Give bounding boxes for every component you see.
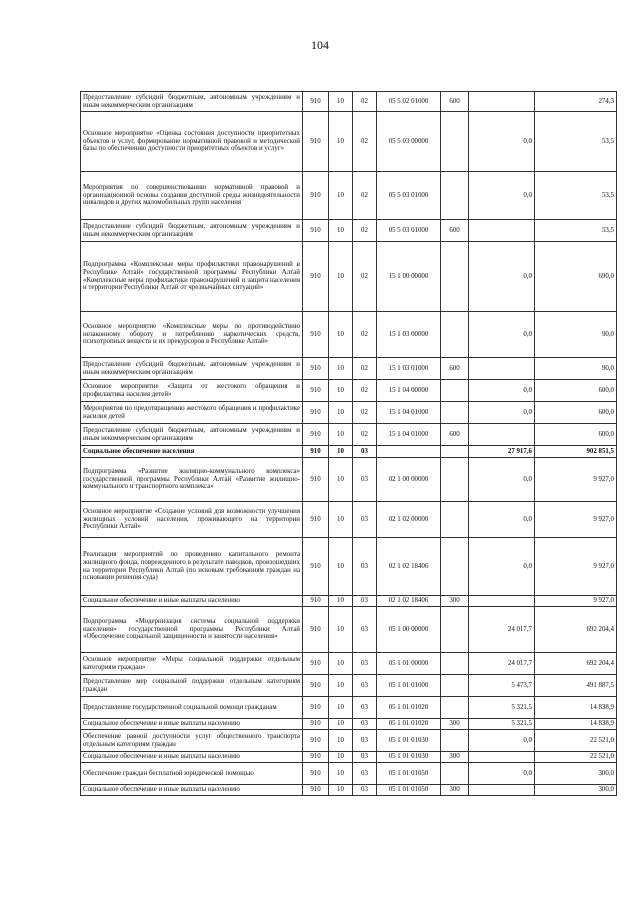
item-name: Предоставление субсидий бюджетным, автономным учреждениям и иным некоммерческим организациям — [81, 220, 303, 242]
admin-code: 910 — [303, 312, 329, 358]
subsection-code: 03 — [353, 458, 377, 502]
target-article-code: 15 1 00 00000 — [377, 242, 441, 312]
amount-1 — [469, 596, 535, 607]
amount-2: 491 887,5 — [535, 675, 617, 697]
section-code: 10 — [329, 358, 353, 380]
amount-2: 9 927,0 — [535, 596, 617, 607]
amount-1: 0,0 — [469, 730, 535, 752]
expense-type-code — [441, 402, 469, 424]
table-row — [81, 458, 617, 502]
amount-2: 300,0 — [535, 763, 617, 785]
table-row — [81, 220, 617, 242]
subsection-code: 02 — [353, 380, 377, 402]
target-article-code: 05 1 00 00000 — [377, 607, 441, 653]
target-article-code: 05 1 01 01050 — [377, 763, 441, 785]
item-name: Основное мероприятие «Защита от жестокого обращения и профилактика насилия детей» — [81, 380, 303, 402]
amount-2: 90,0 — [535, 312, 617, 358]
amount-1: 5 321,5 — [469, 719, 535, 730]
admin-code: 910 — [303, 502, 329, 538]
amount-1: 0,0 — [469, 458, 535, 502]
expense-type-code — [441, 446, 469, 458]
section-code: 10 — [329, 446, 353, 458]
expense-type-code: 600 — [441, 220, 469, 242]
item-name: Социальное обеспечение и иные выплаты населению — [81, 719, 303, 730]
amount-1: 0,0 — [469, 502, 535, 538]
section-code: 10 — [329, 752, 353, 763]
item-name: Социальное обеспечение населения — [81, 446, 303, 458]
amount-2: 600,0 — [535, 402, 617, 424]
item-name: Реализация мероприятий по проведению капитального ремонта жилищного фонда, поврежденного в результате паводков, произошедших на территории Республики Алтай (по исковым требованиям граждан на основании решения суда) — [81, 538, 303, 596]
amount-1 — [469, 92, 535, 112]
expense-type-code — [441, 172, 469, 220]
admin-code: 910 — [303, 402, 329, 424]
subsection-code: 02 — [353, 424, 377, 446]
item-name: Предоставление государственной социальной помощи гражданам — [81, 697, 303, 719]
subsection-code: 03 — [353, 653, 377, 675]
admin-code: 910 — [303, 752, 329, 763]
table-row — [81, 358, 617, 380]
amount-2: 902 851,5 — [535, 446, 617, 458]
amount-2: 300,0 — [535, 785, 617, 796]
section-code: 10 — [329, 675, 353, 697]
item-name: Основное мероприятие «Оценка состояния доступности приоритетных объектов и услуг, формирование нормативной правовой и методической базы по обеспечению доступности приоритетных объектов и услуг» — [81, 112, 303, 172]
expense-type-code: 600 — [441, 424, 469, 446]
subsection-code: 02 — [353, 312, 377, 358]
table-row — [81, 697, 617, 719]
subsection-code: 02 — [353, 92, 377, 112]
amount-1: 0,0 — [469, 172, 535, 220]
subsection-code: 03 — [353, 538, 377, 596]
target-article-code — [377, 446, 441, 458]
admin-code: 910 — [303, 719, 329, 730]
item-name: Мероприятия по совершенствованию нормативной правовой и организационной основы создания доступной среды жизнедеятельности инвалидов и других маломобильных групп населения — [81, 172, 303, 220]
table-row — [81, 380, 617, 402]
expense-type-code — [441, 112, 469, 172]
subsection-code: 03 — [353, 675, 377, 697]
item-name: Социальное обеспечение и иные выплаты населению — [81, 785, 303, 796]
target-article-code: 05 5 03 00000 — [377, 112, 441, 172]
amount-2: 53,5 — [535, 112, 617, 172]
target-article-code: 05 1 01 01050 — [377, 785, 441, 796]
target-article-code: 15 1 04 01000 — [377, 402, 441, 424]
section-code: 10 — [329, 538, 353, 596]
expense-type-code — [441, 312, 469, 358]
amount-1: 5 473,7 — [469, 675, 535, 697]
amount-2: 692 204,4 — [535, 653, 617, 675]
expense-type-code — [441, 675, 469, 697]
section-code: 10 — [329, 380, 353, 402]
item-name: Предоставление мер социальной поддержки отдельным категориям граждан — [81, 675, 303, 697]
section-code: 10 — [329, 242, 353, 312]
subsection-code: 03 — [353, 763, 377, 785]
admin-code: 910 — [303, 92, 329, 112]
table-row — [81, 785, 617, 796]
subsection-code: 02 — [353, 220, 377, 242]
amount-2: 22 521,0 — [535, 752, 617, 763]
target-article-code: 15 1 04 01000 — [377, 424, 441, 446]
item-name: Обеспечение равной доступности услуг общественного транспорта отдельным категориям граждан — [81, 730, 303, 752]
section-code: 10 — [329, 502, 353, 538]
item-name: Предоставление субсидий бюджетным, автономным учреждениям и иным некоммерческим организациям — [81, 358, 303, 380]
section-code: 10 — [329, 458, 353, 502]
subsection-code: 03 — [353, 607, 377, 653]
amount-1 — [469, 752, 535, 763]
amount-1: 5 321,5 — [469, 697, 535, 719]
amount-1: 24 017,7 — [469, 653, 535, 675]
admin-code: 910 — [303, 763, 329, 785]
table-row — [81, 763, 617, 785]
subsection-code: 03 — [353, 719, 377, 730]
table-row — [81, 424, 617, 446]
subsection-code: 03 — [353, 730, 377, 752]
target-article-code: 02 1 02 18406 — [377, 596, 441, 607]
table-row — [81, 752, 617, 763]
amount-1: 0,0 — [469, 380, 535, 402]
amount-1: 0,0 — [469, 112, 535, 172]
subsection-code: 03 — [353, 446, 377, 458]
expense-type-code: 600 — [441, 358, 469, 380]
table-row — [81, 675, 617, 697]
subsection-code: 02 — [353, 242, 377, 312]
target-article-code: 05 1 01 01020 — [377, 697, 441, 719]
item-name: Подпрограмма «Комплексные меры профилактики правонарушений в Республике Алтай» государственной программы Республики Алтай «Комплексные меры профилактики правонарушений и защита населения и территории Республики Алтай от чрезвычайных ситуаций» — [81, 242, 303, 312]
section-code: 10 — [329, 596, 353, 607]
amount-2: 90,0 — [535, 358, 617, 380]
target-article-code: 05 1 01 01030 — [377, 752, 441, 763]
subsection-code: 02 — [353, 172, 377, 220]
target-article-code: 05 1 01 00000 — [377, 653, 441, 675]
amount-1 — [469, 424, 535, 446]
admin-code: 910 — [303, 653, 329, 675]
table-row — [81, 92, 617, 112]
section-code: 10 — [329, 653, 353, 675]
budget-table — [80, 91, 617, 796]
admin-code: 910 — [303, 596, 329, 607]
subsection-code: 03 — [353, 697, 377, 719]
expense-type-code — [441, 653, 469, 675]
expense-type-code — [441, 763, 469, 785]
target-article-code: 02 1 00 00000 — [377, 458, 441, 502]
target-article-code: 02 1 02 00000 — [377, 502, 441, 538]
amount-1 — [469, 358, 535, 380]
table-row — [81, 730, 617, 752]
table-row — [81, 719, 617, 730]
table-row — [81, 402, 617, 424]
section-code: 10 — [329, 763, 353, 785]
subsection-code: 02 — [353, 112, 377, 172]
item-name: Обеспечение граждан бесплатной юридической помощью — [81, 763, 303, 785]
amount-1: 0,0 — [469, 312, 535, 358]
table-row — [81, 112, 617, 172]
admin-code: 910 — [303, 358, 329, 380]
table-row — [81, 596, 617, 607]
expense-type-code — [441, 502, 469, 538]
admin-code: 910 — [303, 242, 329, 312]
amount-1 — [469, 220, 535, 242]
expense-type-code — [441, 458, 469, 502]
subsection-code: 03 — [353, 752, 377, 763]
amount-2: 600,0 — [535, 380, 617, 402]
admin-code: 910 — [303, 675, 329, 697]
section-code: 10 — [329, 92, 353, 112]
amount-2: 22 521,0 — [535, 730, 617, 752]
table-row — [81, 242, 617, 312]
amount-1: 0,0 — [469, 402, 535, 424]
amount-2: 14 838,9 — [535, 697, 617, 719]
amount-2: 53,5 — [535, 220, 617, 242]
amount-2: 274,3 — [535, 92, 617, 112]
amount-1: 0,0 — [469, 242, 535, 312]
admin-code: 910 — [303, 446, 329, 458]
page-number: 104 — [311, 38, 329, 52]
amount-1: 0,0 — [469, 538, 535, 596]
section-code: 10 — [329, 172, 353, 220]
item-name: Основное мероприятие «Создание условий для возможности улучшения жилищных условий населения, проживающего на территории Республики Алтай» — [81, 502, 303, 538]
target-article-code: 05 5 03 01000 — [377, 220, 441, 242]
table-row — [81, 607, 617, 653]
target-article-code: 02 1 02 18406 — [377, 538, 441, 596]
expense-type-code: 300 — [441, 719, 469, 730]
target-article-code: 05 5 02 01000 — [377, 92, 441, 112]
amount-2: 692 204,4 — [535, 607, 617, 653]
item-name: Мероприятия по предотвращению жестокого обращения и профилактике насилия детей — [81, 402, 303, 424]
section-code: 10 — [329, 719, 353, 730]
amount-1: 0,0 — [469, 763, 535, 785]
expense-type-code — [441, 538, 469, 596]
admin-code: 910 — [303, 424, 329, 446]
target-article-code: 05 1 01 01000 — [377, 675, 441, 697]
admin-code: 910 — [303, 538, 329, 596]
section-code: 10 — [329, 785, 353, 796]
subsection-code: 03 — [353, 785, 377, 796]
target-article-code: 05 1 01 01030 — [377, 730, 441, 752]
amount-2: 690,0 — [535, 242, 617, 312]
admin-code: 910 — [303, 112, 329, 172]
expense-type-code: 300 — [441, 752, 469, 763]
admin-code: 910 — [303, 380, 329, 402]
target-article-code: 15 1 03 00000 — [377, 312, 441, 358]
section-code: 10 — [329, 220, 353, 242]
item-name: Основное мероприятие «Комплексные меры по противодействию незаконному обороту и потреблению наркотических средств, психотропных веществ и их прекурсоров в Республике Алтай» — [81, 312, 303, 358]
amount-1 — [469, 785, 535, 796]
table-row — [81, 538, 617, 596]
item-name: Социальное обеспечение и иные выплаты населению — [81, 752, 303, 763]
expense-type-code — [441, 730, 469, 752]
table-row — [81, 312, 617, 358]
section-code: 10 — [329, 607, 353, 653]
admin-code: 910 — [303, 607, 329, 653]
section-code: 10 — [329, 402, 353, 424]
amount-2: 9 927,0 — [535, 502, 617, 538]
table-body — [81, 92, 617, 796]
expense-type-code: 600 — [441, 92, 469, 112]
amount-2: 9 927,0 — [535, 538, 617, 596]
expense-type-code — [441, 380, 469, 402]
table-row — [81, 172, 617, 220]
admin-code: 910 — [303, 730, 329, 752]
table-row — [81, 653, 617, 675]
expense-type-code — [441, 242, 469, 312]
amount-1: 27 917,6 — [469, 446, 535, 458]
subsection-code: 02 — [353, 402, 377, 424]
target-article-code: 05 5 03 01000 — [377, 172, 441, 220]
amount-2: 9 927,0 — [535, 458, 617, 502]
admin-code: 910 — [303, 458, 329, 502]
item-name: Подпрограмма «Развитие жилищно-коммунального комплекса» государственной программы Республики Алтай «Развитие жилищно-коммунального и транспортного комплекса» — [81, 458, 303, 502]
subsection-code: 03 — [353, 596, 377, 607]
target-article-code: 15 1 03 01000 — [377, 358, 441, 380]
item-name: Основное мероприятие «Меры социальной поддержки отдельным категориям граждан» — [81, 653, 303, 675]
admin-code: 910 — [303, 220, 329, 242]
admin-code: 910 — [303, 697, 329, 719]
table-row — [81, 502, 617, 538]
item-name: Социальное обеспечение и иные выплаты населению — [81, 596, 303, 607]
expense-type-code: 300 — [441, 596, 469, 607]
expense-type-code — [441, 607, 469, 653]
expense-type-code — [441, 697, 469, 719]
amount-2: 600,0 — [535, 424, 617, 446]
section-code: 10 — [329, 697, 353, 719]
admin-code: 910 — [303, 785, 329, 796]
item-name: Предоставление субсидий бюджетным, автономным учреждениям и иным некоммерческим организациям — [81, 424, 303, 446]
target-article-code: 05 1 01 01020 — [377, 719, 441, 730]
admin-code: 910 — [303, 172, 329, 220]
subsection-code: 02 — [353, 358, 377, 380]
table-row — [81, 446, 617, 458]
expense-type-code: 300 — [441, 785, 469, 796]
section-code: 10 — [329, 730, 353, 752]
section-code: 10 — [329, 312, 353, 358]
section-code: 10 — [329, 112, 353, 172]
target-article-code: 15 1 04 00000 — [377, 380, 441, 402]
item-name: Предоставление субсидий бюджетным, автономным учреждениям и иным некоммерческим организациям — [81, 92, 303, 112]
section-code: 10 — [329, 424, 353, 446]
amount-2: 53,5 — [535, 172, 617, 220]
item-name: Подпрограмма «Модернизация системы социальной поддержки населения» государственной программы Республики Алтай «Обеспечение социальной защищенности и занятости населения» — [81, 607, 303, 653]
subsection-code: 03 — [353, 502, 377, 538]
amount-2: 14 838,9 — [535, 719, 617, 730]
amount-1: 24 017,7 — [469, 607, 535, 653]
